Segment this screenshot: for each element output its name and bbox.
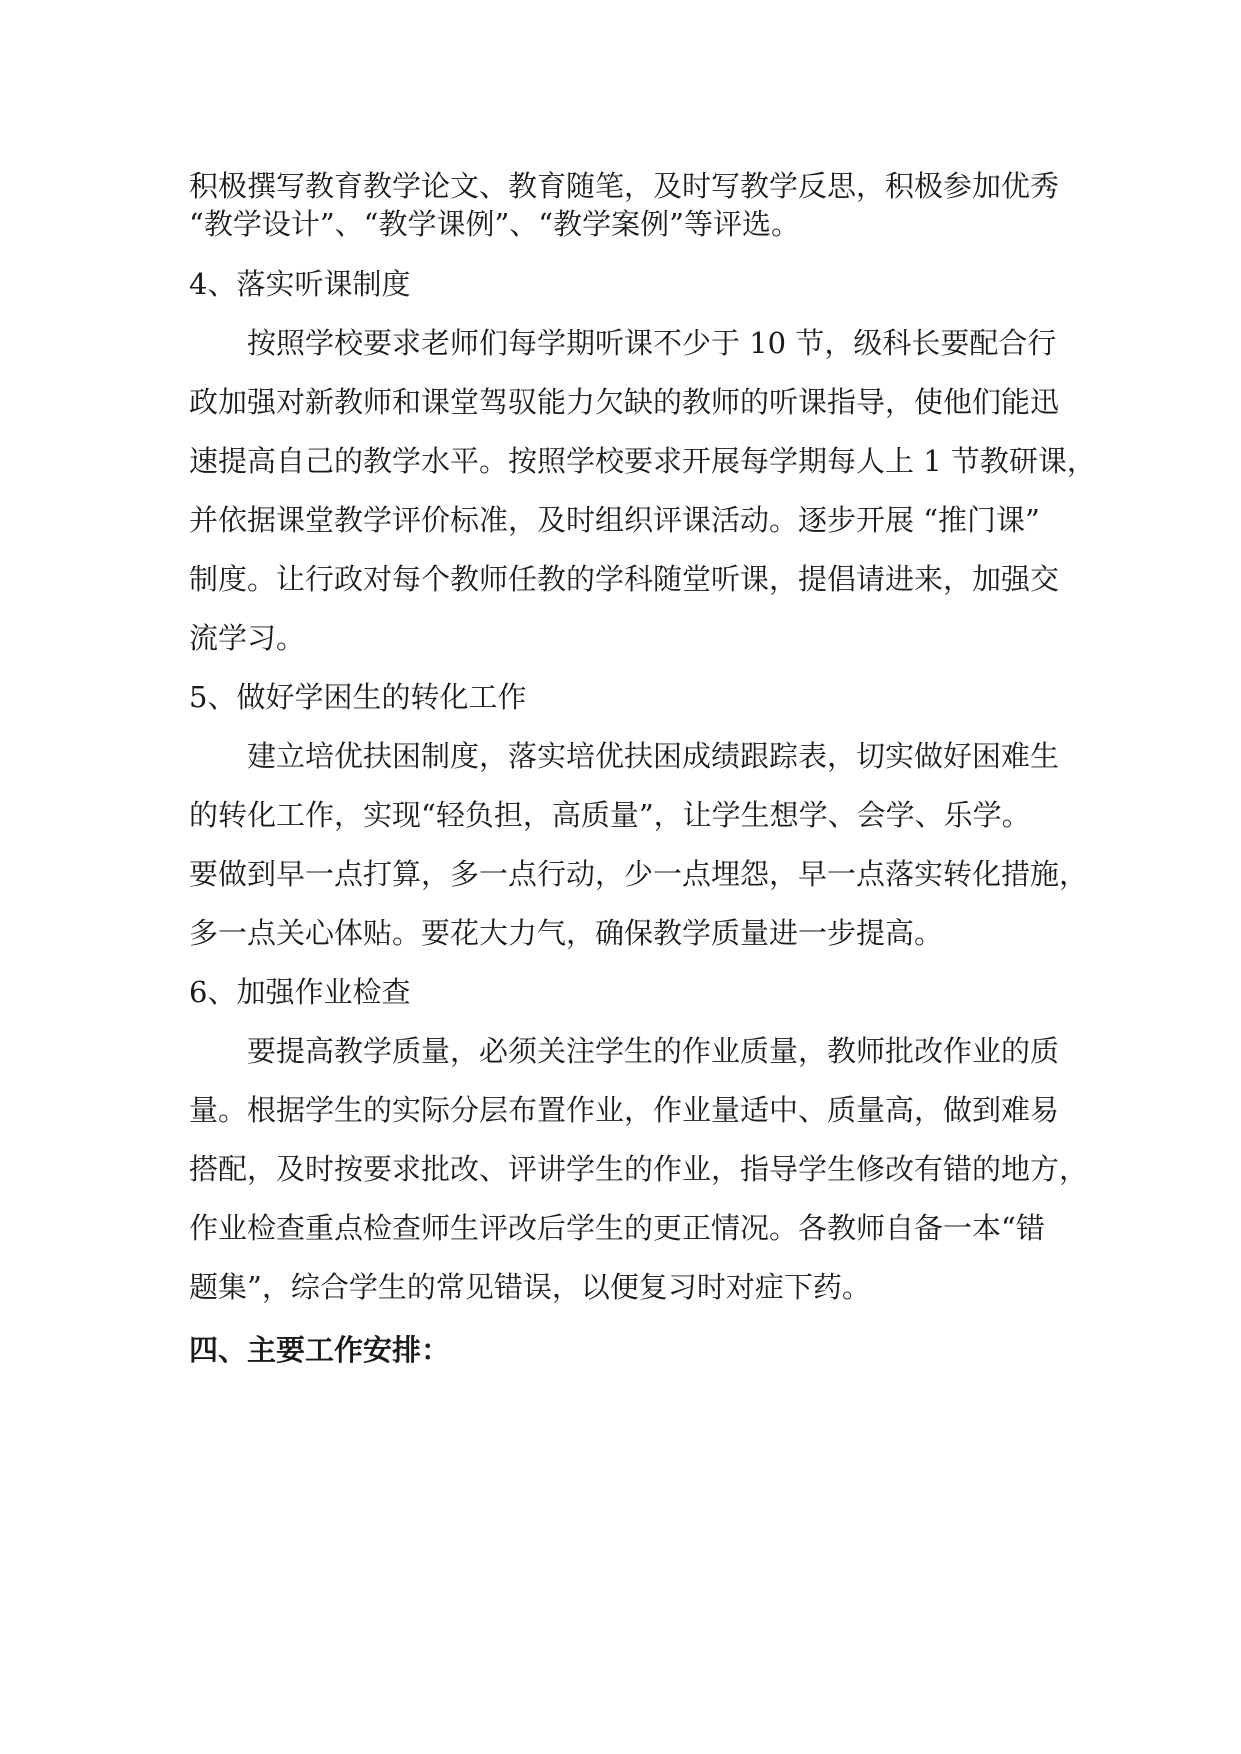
paragraph-line: “教学设计”、“教学课例”、“教学案例”等评选。 bbox=[189, 207, 800, 241]
section-heading-4: 4、落实听课制度 bbox=[189, 267, 411, 301]
section-heading-6: 6、加强作业检查 bbox=[189, 975, 411, 1009]
paragraph-line: 要做到早一点打算，多一点行动，少一点埋怨，早一点落实转化措施， bbox=[189, 857, 1089, 891]
paragraph-line: 并依据课堂教学评价标准，及时组织评课活动。逐步开展 “推门课” bbox=[189, 503, 1040, 537]
paragraph-line: 积极撰写教育教学论文、教育随笔，及时写教学反思，积极参加优秀 bbox=[189, 169, 1060, 203]
paragraph-line: 政加强对新教师和课堂驾驭能力欠缺的教师的听课指导，使他们能迅 bbox=[189, 385, 1060, 419]
section-heading-5: 5、做好学困生的转化工作 bbox=[189, 680, 527, 714]
paragraph-line: 速提高自己的教学水平。按照学校要求开展每学期每人上 1 节教研课， bbox=[189, 444, 1096, 478]
paragraph-line: 要提高教学质量，必须关注学生的作业质量，教师批改作业的质 bbox=[247, 1034, 1060, 1068]
paragraph-line: 按照学校要求老师们每学期听课不少于 10 节，级科长要配合行 bbox=[247, 326, 1057, 360]
paragraph-line: 量。根据学生的实际分层布置作业，作业量适中、质量高，做到难易 bbox=[189, 1093, 1060, 1127]
paragraph-line: 的转化工作，实现“轻负担，高质量”，让学生想学、会学、乐学。 bbox=[189, 798, 1031, 832]
paragraph-line: 搭配，及时按要求批改、评讲学生的作业，指导学生修改有错的地方， bbox=[189, 1152, 1089, 1186]
paragraph-line: 流学习。 bbox=[189, 621, 306, 655]
paragraph-line: 制度。让行政对每个教师任教的学科随堂听课，提倡请进来，加强交 bbox=[189, 562, 1060, 596]
paragraph-line: 题集”，综合学生的常见错误，以便复习时对症下药。 bbox=[189, 1270, 871, 1304]
paragraph-line: 作业检查重点检查师生评改后学生的更正情况。各教师自备一本“错 bbox=[189, 1211, 1045, 1245]
paragraph-line: 建立培优扶困制度，落实培优扶困成绩跟踪表，切实做好困难生 bbox=[247, 739, 1060, 773]
main-section-heading: 四、主要工作安排： bbox=[189, 1333, 451, 1367]
paragraph-line: 多一点关心体贴。要花大力气，确保教学质量进一步提高。 bbox=[189, 916, 944, 950]
